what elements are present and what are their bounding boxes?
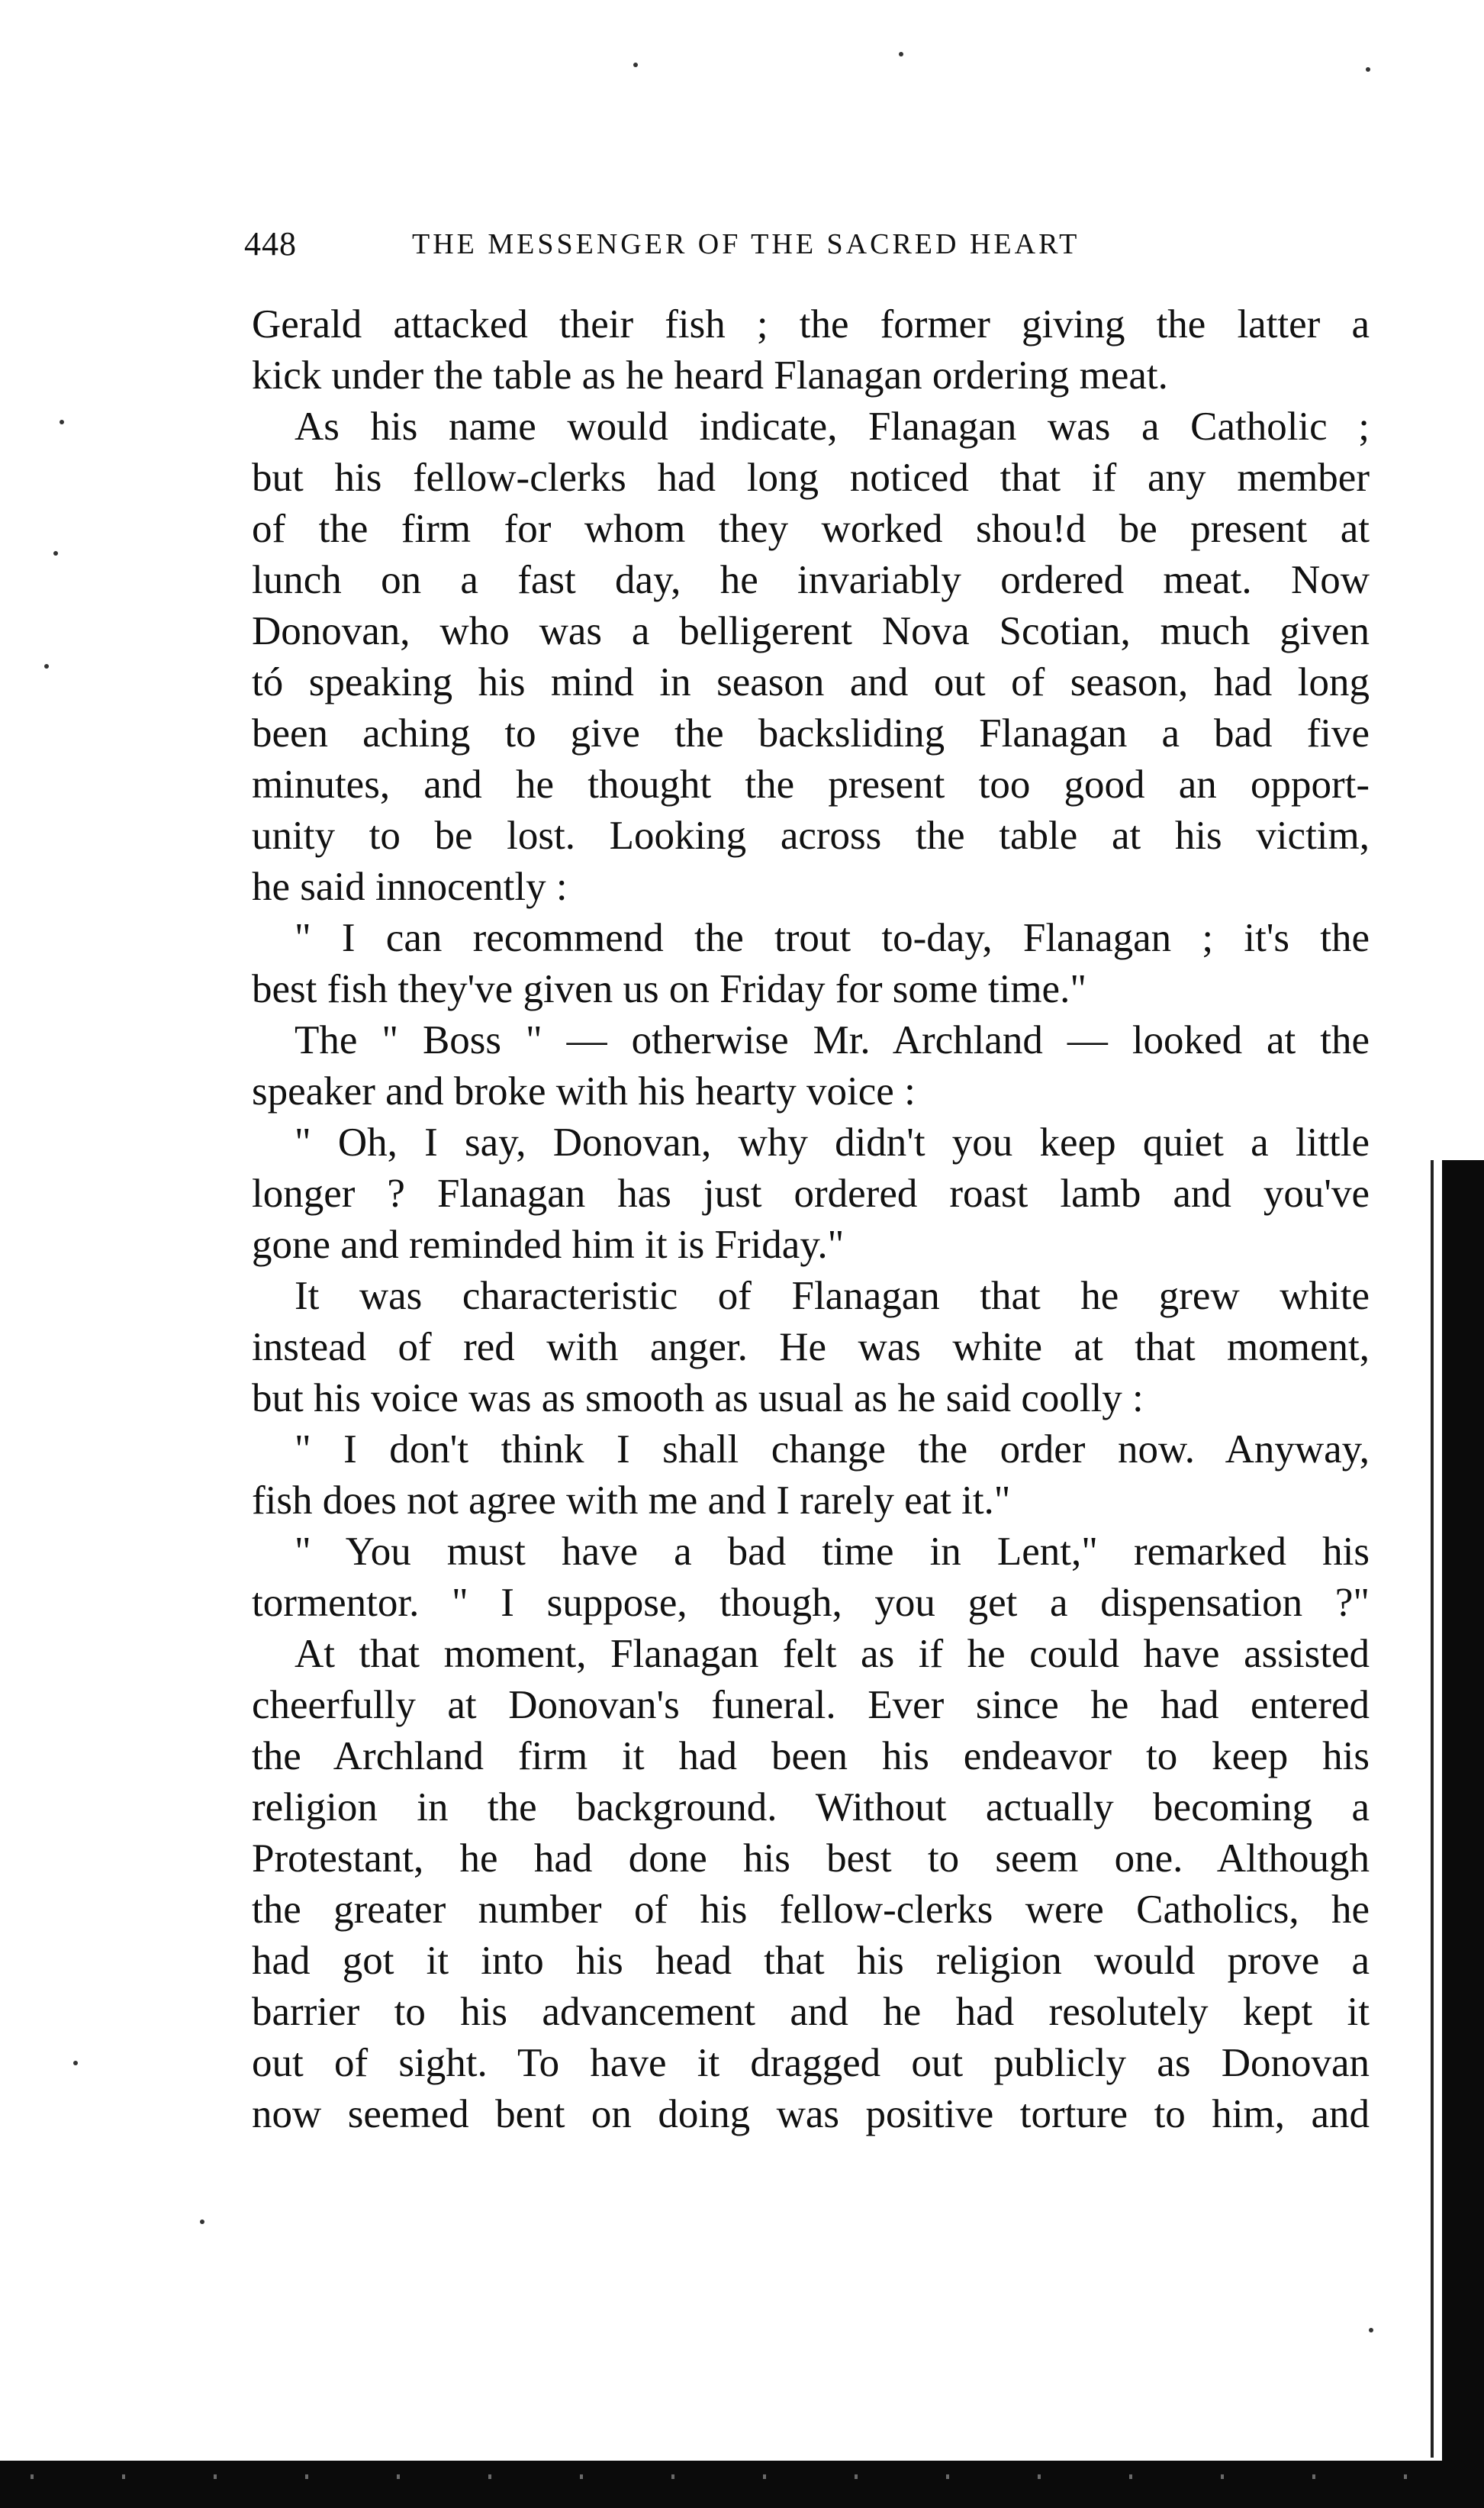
scan-speck (73, 2061, 78, 2065)
text-line: of the firm for whom they worked shou!d be present at (252, 507, 1370, 551)
text-line: been aching to give the backsliding Flanagan a bad five (252, 711, 1370, 756)
text-line: he said innocently : (252, 865, 568, 909)
text-line: " You must have a bad time in Lent," remarked his (295, 1530, 1370, 1574)
scan-speck (200, 2219, 204, 2224)
text-line: instead of red with anger. He was white at that moment, (252, 1325, 1370, 1369)
body-text (252, 299, 1370, 2140)
text-line: The " Boss " — otherwise Mr. Archland — looked at the (295, 1018, 1370, 1062)
scan-speck (60, 420, 64, 424)
running-title: THE MESSENGER OF THE SACRED HEART (412, 228, 1080, 260)
text-line: tormentor. " I suppose, though, you get a dispensation ?" (252, 1581, 1370, 1625)
text-line: lunch on a fast day, he invariably ordered meat. Now (252, 558, 1370, 602)
text-line: the greater number of his fellow-clerks were Catholics, he (252, 1887, 1370, 1932)
text-line: speaker and broke with his hearty voice : (252, 1069, 916, 1114)
scan-speck (633, 63, 638, 67)
text-line: gone and reminded him it is Friday." (252, 1223, 845, 1267)
scan-speck (44, 664, 49, 669)
text-line: the Archland firm it had been his endeavor to keep his (252, 1734, 1370, 1778)
text-line: kick under the table as he heard Flanagan ordering meat. (252, 353, 1168, 398)
text-line: unity to be lost. Looking across the table at his victim, (252, 814, 1370, 858)
page-number: 448 (244, 225, 297, 263)
text-line: fish does not agree with me and I rarely eat it." (252, 1478, 1011, 1523)
text-line: As his name would indicate, Flanagan was a Catholic ; (295, 405, 1370, 449)
text-line: but his voice was as smooth as usual as he said coolly : (252, 1376, 1144, 1420)
text-line: " Oh, I say, Donovan, why didn't you keep quiet a little (295, 1120, 1370, 1165)
scan-right-border (1442, 1160, 1484, 2508)
text-line: barrier to his advancement and he had resolutely kept it (252, 1990, 1370, 2034)
scan-speck (899, 52, 903, 56)
text-line: At that moment, Flanagan felt as if he could have assisted (295, 1632, 1370, 1676)
text-line: longer ? Flanagan has just ordered roast lamb and you've (252, 1172, 1370, 1216)
text-line: tó speaking his mind in season and out of season, had long (252, 660, 1370, 704)
text-line: but his fellow-clerks had long noticed that if any member (252, 456, 1370, 500)
text-line: minutes, and he thought the present too good an opport- (252, 762, 1370, 807)
text-line: Donovan, who was a belligerent Nova Scotian, much given (252, 609, 1370, 653)
text-line: It was characteristic of Flanagan that he grew white (295, 1274, 1370, 1318)
text-line: Gerald attacked their fish ; the former giving the latter a (252, 302, 1370, 347)
text-line: cheerfully at Donovan's funeral. Ever since he had entered (252, 1683, 1370, 1727)
scan-edge-shadow (1431, 1160, 1434, 2458)
scan-speck (53, 551, 58, 556)
text-line: " I can recommend the trout to-day, Flanagan ; it's the (295, 916, 1370, 960)
text-line: " I don't think I shall change the order now. Anyway, (295, 1427, 1370, 1472)
scan-bottom-border (0, 2461, 1484, 2508)
running-head (244, 221, 1213, 267)
text-line: had got it into his head that his religion would prove a (252, 1939, 1370, 1983)
scan-speck (1369, 2328, 1373, 2332)
text-line: best fish they've given us on Friday for some time." (252, 967, 1086, 1011)
text-line: religion in the background. Without actually becoming a (252, 1785, 1370, 1829)
text-line: out of sight. To have it dragged out publicly as Donovan (252, 2041, 1370, 2085)
scan-speck (1366, 67, 1370, 72)
text-line: now seemed bent on doing was positive torture to him, and (252, 2092, 1370, 2136)
text-line: Protestant, he had done his best to seem one. Although (252, 1836, 1370, 1881)
